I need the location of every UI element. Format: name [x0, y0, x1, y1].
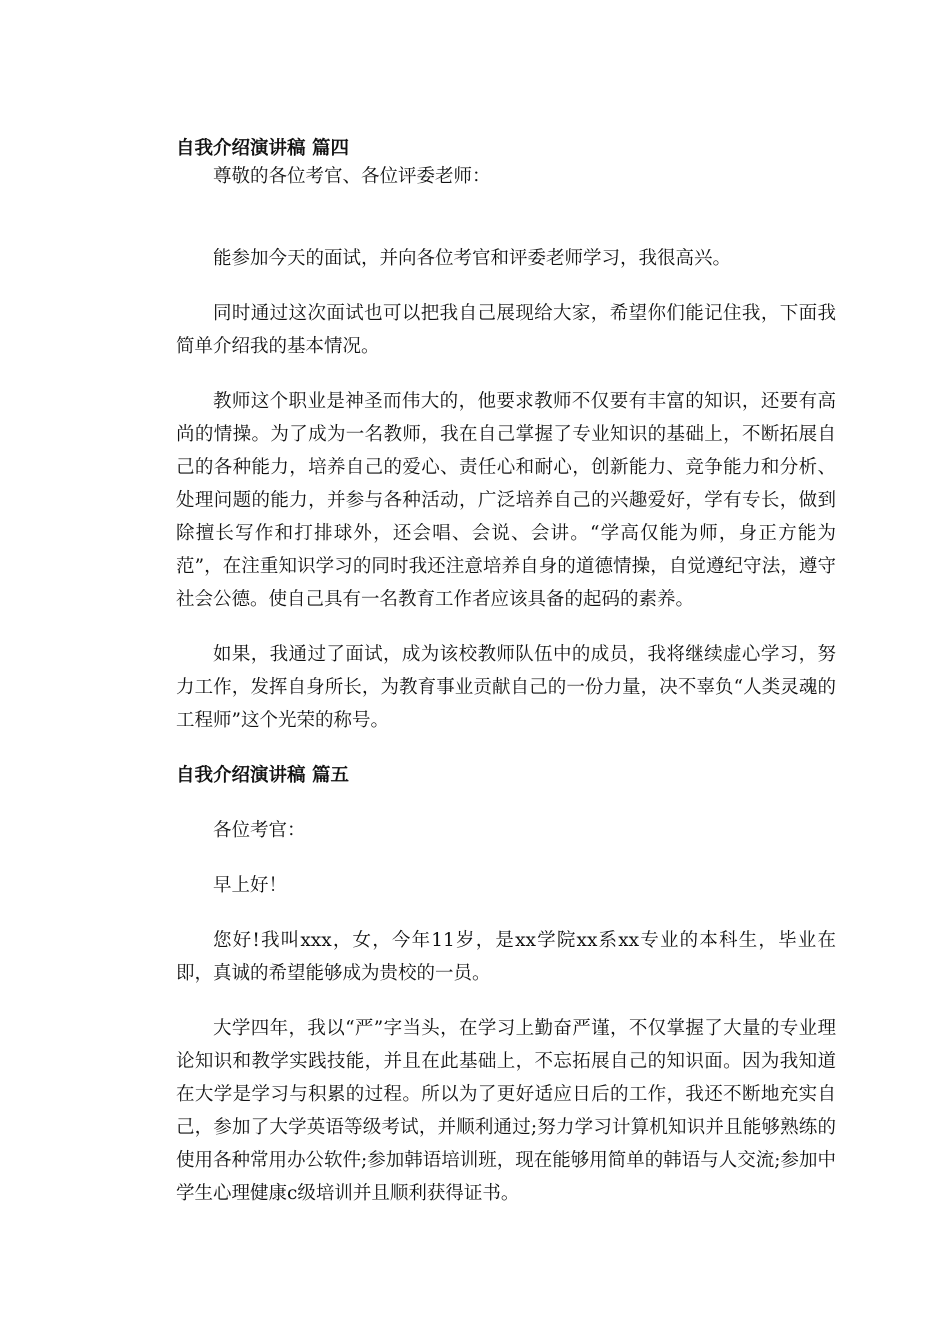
section-5-paragraph-2: 大学四年，我以“严”字当头，在学习上勤奋严谨，不仅掌握了大量的专业理论知识和教学实践技能，并且在此基础上，不忘拓展自己的知识面。因为我知道在大学是学习与积累的过程。所以为了更好适应日后的工作，我还不断地充实自己，参加了大学英语等级考试，并顺利通过;努力学习计算机知识并且能够熟练的使用各种常用办公软件;参加韩语培训班，现在能够用简单的韩语与人交流;参加中学生心理健康c级培训并且顺利获得证书。	[176, 1018, 836, 1204]
section-5-title: 自我介绍演讲稿 篇五	[176, 765, 349, 786]
section-4-paragraph-2: 同时通过这次面试也可以把我自己展现给大家，希望你们能记住我，下面我简单介绍我的基本情况。	[176, 303, 836, 357]
section-4-salutation: 尊敬的各位考官、各位评委老师：	[213, 166, 491, 187]
section-5-paragraph-1: 您好!我叫xxx，女，今年11岁，是xx学院xx系xx专业的本科生，毕业在即，真诚的希望能够成为贵校的一员。	[176, 930, 836, 984]
section-4-paragraph-3: 教师这个职业是神圣而伟大的，他要求教师不仅要有丰富的知识，还要有高尚的情操。为了成为一名教师，我在自己掌握了专业知识的基础上，不断拓展自己的各种能力，培养自己的爱心、责任心和耐心，创新能力、竞争能力和分析、处理问题的能力，并参与各种活动，广泛培养自己的兴趣爱好，学有专长，做到除擅长写作和打排球外，还会唱、会说、会讲。“学高仅能为师，身正方能为范”，在注重知识学习的同时我还注意培养自身的道德情操，自觉遵纪守法，遵守社会公德。使自己具有一名教育工作者应该具备的起码的素养。	[176, 391, 836, 610]
section-5-salutation: 各位考官：	[213, 820, 306, 841]
section-4-title: 自我介绍演讲稿 篇四	[176, 138, 349, 159]
section-4-paragraph-1: 能参加今天的面试，并向各位考官和评委老师学习，我很高兴。	[213, 248, 732, 269]
section-4-paragraph-4: 如果，我通过了面试，成为该校教师队伍中的成员，我将继续虚心学习，努力工作，发挥自身所长，为教育事业贡献自己的一份力量，决不辜负“人类灵魂的工程师”这个光荣的称号。	[176, 644, 836, 731]
section-5-greeting: 早上好！	[213, 875, 288, 896]
